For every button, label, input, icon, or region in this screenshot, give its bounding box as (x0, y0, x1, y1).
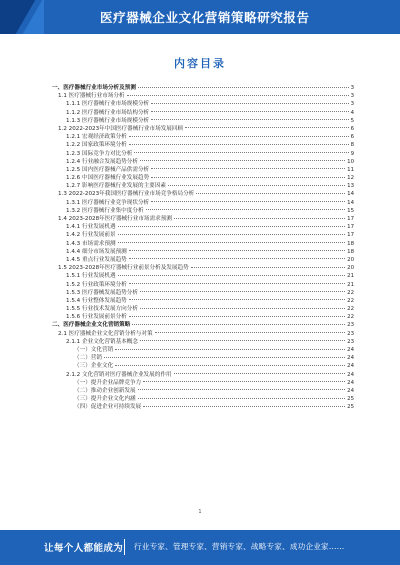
toc-entry[interactable] (52, 141, 354, 149)
toc-entry-label: （二）推动企业创新发展 (74, 387, 136, 394)
toc-entry-label: 1.2.5 国内医疗器械产品供需分析 (66, 166, 150, 173)
toc-entry[interactable] (52, 207, 354, 215)
toc-leader-dots (127, 95, 349, 96)
toc-entry-page: 23 (347, 338, 354, 345)
toc-leader-dots (129, 299, 345, 300)
toc-leader-dots (118, 275, 346, 276)
toc-entry[interactable] (52, 387, 354, 395)
toc-entry-page: 23 (347, 330, 354, 337)
toc-leader-dots (143, 406, 345, 407)
toc-leader-dots (118, 242, 346, 243)
toc-leader-dots (138, 398, 346, 399)
toc-leader-dots (132, 324, 345, 325)
toc-entry-label: 1.4.5 重点行业发展趋势 (66, 256, 127, 263)
toc-entry-label: （四）促进企业可持续发展 (74, 404, 142, 411)
toc-entry[interactable] (52, 223, 354, 231)
toc-leader-dots (196, 193, 345, 194)
toc-entry-label: 1.4 2023-2028年医疗器械行业市场需求预测 (58, 216, 172, 222)
toc-entry[interactable] (52, 272, 354, 280)
toc-leader-dots (151, 111, 348, 112)
toc-entry[interactable] (52, 330, 354, 338)
toc-entry[interactable] (52, 117, 354, 125)
toc-leader-dots (185, 127, 348, 128)
toc-entry-page: 8 (350, 142, 354, 149)
toc-leader-dots (129, 316, 345, 317)
toc-leader-dots (168, 185, 345, 186)
toc-entry[interactable] (52, 313, 354, 321)
toc-entry[interactable] (52, 100, 354, 108)
toc-entry-page: 15 (347, 207, 354, 214)
toc-entry[interactable] (52, 240, 354, 248)
toc-leader-dots (129, 144, 349, 145)
report-footer (0, 530, 400, 565)
toc-entry-page: 22 (347, 306, 354, 313)
toc-entry[interactable] (52, 199, 354, 207)
report-header (0, 0, 400, 34)
toc-leader-dots (140, 340, 345, 341)
toc-entry[interactable] (52, 248, 354, 256)
toc-entry[interactable] (52, 166, 354, 174)
toc-entry[interactable] (52, 395, 354, 403)
toc-entry-label: 二、医疗器械企业文化营销策略 (52, 322, 131, 329)
toc-entry-label: 1.1 医疗器械行业市场分析 (58, 93, 125, 100)
toc-entry-label: 1.2 2022-2023年中国医疗器械行业市场发展回顾 (58, 125, 184, 132)
toc-leader-dots (134, 152, 348, 153)
toc-entry[interactable] (52, 354, 354, 362)
toc-entry[interactable] (52, 371, 354, 379)
toc-entry-page: 18 (347, 248, 354, 255)
toc-entry-page: 3 (350, 93, 354, 100)
toc-entry[interactable] (52, 289, 354, 297)
page-number: 1 (198, 509, 202, 515)
toc-leader-dots (138, 389, 346, 390)
toc-entry-label: 2.1 医疗器械企业文化营销分析与对策 (58, 330, 153, 337)
toc-leader-dots (191, 267, 345, 268)
toc-leader-dots (174, 218, 345, 219)
toc-entry-label: 1.3.2 医疗器械行业集中度分析 (66, 207, 144, 214)
toc-entry-page: 22 (347, 314, 354, 321)
toc-entry[interactable] (52, 215, 354, 223)
toc-entry-page: 17 (347, 232, 354, 239)
footer-divider (124, 539, 125, 555)
toc-entry[interactable] (52, 133, 354, 141)
toc-leader-dots (118, 226, 346, 227)
toc-entry-label: 1.5 2023-2028年医疗器械行业前景分析及发展趋势 (58, 265, 189, 272)
toc-entry-label: 1.5.3 医疗器械发展趋势分析 (66, 289, 138, 296)
toc-entry-label: （三）提升企业文化内涵 (74, 396, 136, 403)
toc-entry-label: （二）营销 (74, 355, 102, 362)
toc-entry[interactable] (52, 256, 354, 264)
report-title: 医疗器械企业文化营销策略研究报告 (100, 10, 310, 25)
toc-entry-page: 21 (347, 281, 354, 288)
toc-entry-label: （三）企业文化 (74, 363, 114, 370)
toc-leader-dots (118, 234, 346, 235)
toc-leader-dots (151, 168, 345, 169)
toc-entry-label: 1.4.3 市场需求预测 (66, 240, 116, 247)
toc-entry[interactable] (52, 264, 354, 272)
toc-entry[interactable] (52, 338, 354, 346)
toc-entry-label: 1.1.2 医疗器械行业市场结构分析 (66, 109, 150, 116)
toc-entry[interactable] (52, 92, 354, 100)
toc-entry-page: 24 (347, 363, 354, 370)
toc-entry[interactable] (52, 297, 354, 305)
toc-entry-label: 1.4.2 行业发展前景 (66, 232, 116, 239)
toc-entry[interactable] (52, 403, 354, 411)
toc-leader-dots (140, 160, 345, 161)
toc-entry-label: 1.4.4 细分市场发展预测 (66, 248, 127, 255)
toc-entry-label: 1.5.1 行业发展机遇 (66, 273, 116, 280)
toc-entry-label: 1.5.4 行业整体发展趋势 (66, 297, 127, 304)
footer-slogan: 让每个人都能成为 (44, 543, 124, 554)
toc-entry-label: 1.1.3 医疗器械行业市场规模分析 (66, 117, 150, 124)
toc-leader-dots (151, 177, 345, 178)
toc-entry[interactable] (52, 305, 354, 313)
toc-entry-page: 18 (347, 240, 354, 247)
toc-leader-dots (151, 201, 345, 202)
toc-entry-label: 1.5.2 行业政策环境分析 (66, 281, 127, 288)
toc-entry-page: 10 (347, 158, 354, 165)
toc-entry-label: 1.2.1 宏观经济政策分析 (66, 134, 127, 141)
toc-entry-page: 17 (347, 216, 354, 222)
toc-entry-label: （一）提升企业品牌竞争力 (74, 379, 142, 386)
toc-entry-label: 1.2.2 国家政策环境分析 (66, 142, 127, 149)
toc-entry-label: 1.4.1 行业发展机遇 (66, 224, 116, 231)
toc-entry-page: 23 (347, 322, 354, 329)
toc-entry[interactable] (52, 158, 354, 166)
toc-entry-page: 25 (347, 404, 354, 411)
toc-leader-dots (146, 209, 346, 210)
toc-entry-label: （一）文化营销 (74, 347, 114, 353)
toc-leader-dots (129, 136, 349, 137)
table-of-contents (52, 84, 354, 412)
toc-entry-page: 14 (347, 191, 354, 198)
toc-entry[interactable] (52, 150, 354, 158)
toc-entry[interactable] (52, 190, 354, 198)
toc-entry[interactable] (52, 346, 354, 354)
toc-entry-label: 1.2.6 中国医疗器械行业发展趋势 (66, 175, 150, 182)
toc-leader-dots (115, 349, 345, 350)
toc-entry-page: 24 (347, 347, 354, 353)
toc-entry-label: 1.2.4 行业融合发展趋势分析 (66, 158, 138, 165)
toc-leader-dots (140, 291, 345, 292)
toc-entry-page: 11 (347, 166, 354, 173)
toc-entry-page: 3 (350, 85, 354, 91)
toc-leader-dots (115, 365, 345, 366)
toc-entry-page: 4 (350, 109, 354, 116)
toc-entry-label: 2.1.2 文化营销对医疗器械企业发展的作用 (66, 371, 172, 378)
toc-leader-dots (104, 357, 345, 358)
toc-entry-page: 6 (350, 134, 354, 141)
toc-entry-label: 1.5.6 行业发展前景分析 (66, 314, 127, 321)
toc-leader-dots (138, 87, 349, 88)
toc-entry-label: 1.3.1 医疗器械行业竞争现状分析 (66, 199, 150, 206)
toc-leader-dots (129, 250, 345, 251)
toc-entry-page: 12 (347, 175, 354, 182)
toc-entry-label: 1.1.1 医疗器械行业市场规模分析 (66, 101, 150, 108)
toc-entry[interactable] (52, 182, 354, 190)
toc-entry-page: 14 (347, 199, 354, 206)
header-stripe-decoration (0, 0, 44, 34)
toc-entry[interactable] (52, 321, 354, 329)
toc-entry-label: 1.5.5 行业技术发展方向分析 (66, 306, 138, 313)
toc-leader-dots (143, 381, 345, 382)
toc-leader-dots (140, 308, 345, 309)
toc-entry[interactable] (52, 84, 354, 92)
toc-entry-page: 3 (350, 101, 354, 108)
toc-entry[interactable] (52, 379, 354, 387)
toc-leader-dots (151, 119, 348, 120)
toc-entry[interactable] (52, 231, 354, 239)
toc-entry-page: 25 (347, 396, 354, 403)
toc-entry-page: 20 (347, 256, 354, 263)
toc-entry[interactable] (52, 362, 354, 370)
toc-entry-page: 22 (347, 297, 354, 304)
toc-entry-page: 21 (347, 273, 354, 280)
toc-entry-page: 24 (347, 371, 354, 378)
toc-entry[interactable] (52, 109, 354, 117)
toc-entry-label: 一、医疗器械行业市场分析及预测 (52, 85, 136, 91)
toc-entry-page: 6 (350, 125, 354, 132)
toc-entry-page: 22 (347, 289, 354, 296)
toc-leader-dots (155, 332, 346, 333)
toc-entry-page: 24 (347, 379, 354, 386)
toc-entry-page: 24 (347, 355, 354, 362)
toc-entry[interactable] (52, 125, 354, 133)
toc-entry-label: 1.2.3 国际竞争力对比分析 (66, 150, 133, 157)
toc-entry-page: 9 (350, 150, 354, 157)
toc-entry-label: 1.3 2022-2023年我国医疗器械行业市场竞争格局分析 (58, 191, 195, 198)
footer-tagline: 行业专家、管理专家、营销专家、战略专家、成功企业家…… (134, 542, 345, 551)
toc-leader-dots (129, 258, 345, 259)
toc-leader-dots (129, 283, 345, 284)
toc-leader-dots (174, 373, 346, 374)
toc-entry-page: 5 (350, 117, 354, 124)
toc-entry[interactable] (52, 281, 354, 289)
toc-heading: 内容目录 (174, 57, 226, 70)
toc-entry-label: 2.1.1 企业文化营销基本概念 (66, 338, 138, 345)
toc-entry-page: 13 (347, 183, 354, 190)
toc-leader-dots (151, 103, 348, 104)
toc-entry-label: 1.2.7 影响医疗器械行业发展的主要因素 (66, 183, 166, 190)
toc-entry-page: 20 (347, 265, 354, 272)
toc-entry-page: 24 (347, 387, 354, 394)
toc-entry-page: 17 (347, 224, 354, 231)
toc-entry[interactable] (52, 174, 354, 182)
